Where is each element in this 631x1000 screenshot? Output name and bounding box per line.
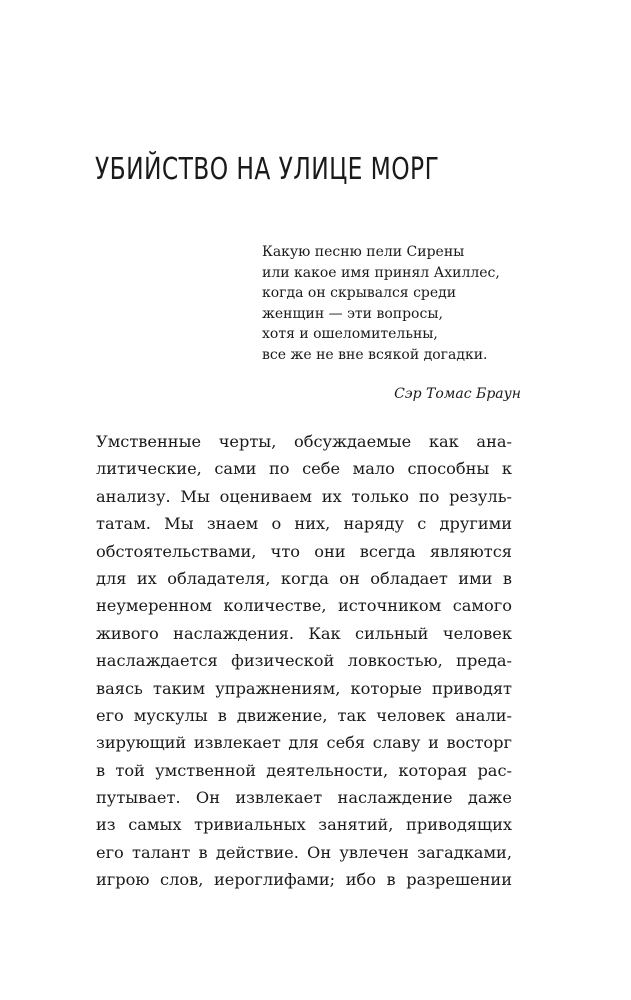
body-line: татам. Мы знаем о них, наряду с другими — [96, 514, 512, 534]
chapter-title: УБИЙСТВО НА УЛИЦЕ МОРГ — [95, 152, 440, 187]
body-line: Умственные черты, обсуждаемые как ана- — [96, 432, 512, 451]
body-line: литические, сами по себе мало способны к — [96, 459, 512, 479]
body-line: игрою слов, иероглифами; ибо в разрешении — [96, 870, 512, 890]
body-line: неумеренном количестве, источником самого — [96, 596, 512, 616]
body-line: живого наслаждения. Как сильный человек — [96, 623, 512, 643]
epigraph-line: хотя и ошеломительны, — [262, 326, 438, 342]
body-line: его талант в действие. Он увлечен загадками, — [96, 842, 512, 862]
body-line: анализу. Мы оцениваем их только по резуль- — [96, 486, 512, 506]
body-line: путывает. Он извлекает наслаждение даже — [96, 788, 512, 808]
epigraph-line: все же не вне всякой догадки. — [262, 346, 488, 363]
body-line: зирующий извлекает для себя славу и восторг — [96, 733, 512, 753]
body-line: из самых тривиальных занятий, приводящих — [96, 815, 512, 835]
body-line: обстоятельствами, что они всегда являются — [96, 541, 512, 561]
epigraph-line: или какое имя принял Ахиллес, — [262, 264, 500, 281]
epigraph-line: когда он скрывался среди — [262, 285, 457, 301]
epigraph-line: женщин — эти вопросы, — [262, 305, 443, 322]
epigraph-attribution: Сэр Томас Браун — [394, 386, 521, 402]
body-line: ваясь таким упражнениям, которые приводят — [96, 678, 512, 698]
body-text — [96, 428, 512, 894]
epigraph-line: Какую песню пели Сирены — [262, 244, 465, 260]
body-line: наслаждается физической ловкостью, преда- — [96, 651, 512, 671]
body-line: его мускулы в движение, так человек анали- — [96, 705, 512, 725]
body-line: для их обладателя, когда он обладает ими в — [96, 568, 512, 588]
body-line: в той умственной деятельности, которая рас- — [96, 760, 512, 780]
epigraph — [262, 242, 522, 365]
